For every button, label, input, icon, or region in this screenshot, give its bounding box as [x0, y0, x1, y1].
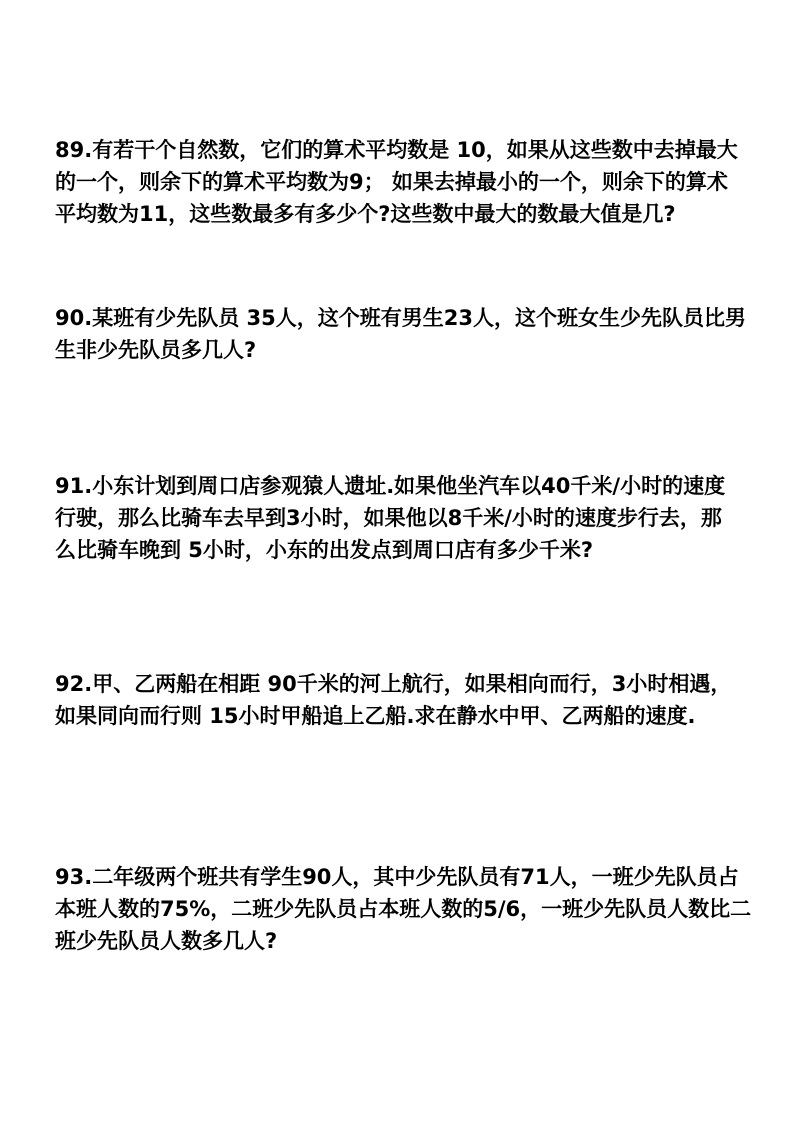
- problem-90: 90.某班有少先队员 35人，这个班有男生23人，这个班女生少先队员比男 生非少先队员多几人?: [55, 306, 746, 362]
- problem-89: 89.有若干个自然数，它们的算术平均数是 10，如果从这些数中去掉最大 的一个，则余下的算术平均数为9； 如果去掉最小的一个，则余下的算术 平均数为11，这些数最多有多少个?这些数中最大的数最大值是几?: [55, 138, 738, 226]
- problem-91: 91.小东计划到周口店参观猿人遗址.如果他坐汽车以40千米/小时的速度 行驶，那么比骑车去早到3小时，如果他以8千米/小时的速度步行去，那 么比骑车晚到 5小时，小东的出发点到周口店有多少千米?: [55, 474, 726, 562]
- problem-93: 93.二年级两个班共有学生90人，其中少先队员有71人，一班少先队员占 本班人数的75%，二班少先队员占本班人数的5/6，一班少先队员人数比二 班少先队员人数多几人?: [55, 865, 752, 953]
- problem-92: 92.甲、乙两船在相距 90千米的河上航行，如果相向而行，3小时相遇， 如果同向而行则 15小时甲船追上乙船.求在静水中甲、乙两船的速度.: [55, 672, 732, 728]
